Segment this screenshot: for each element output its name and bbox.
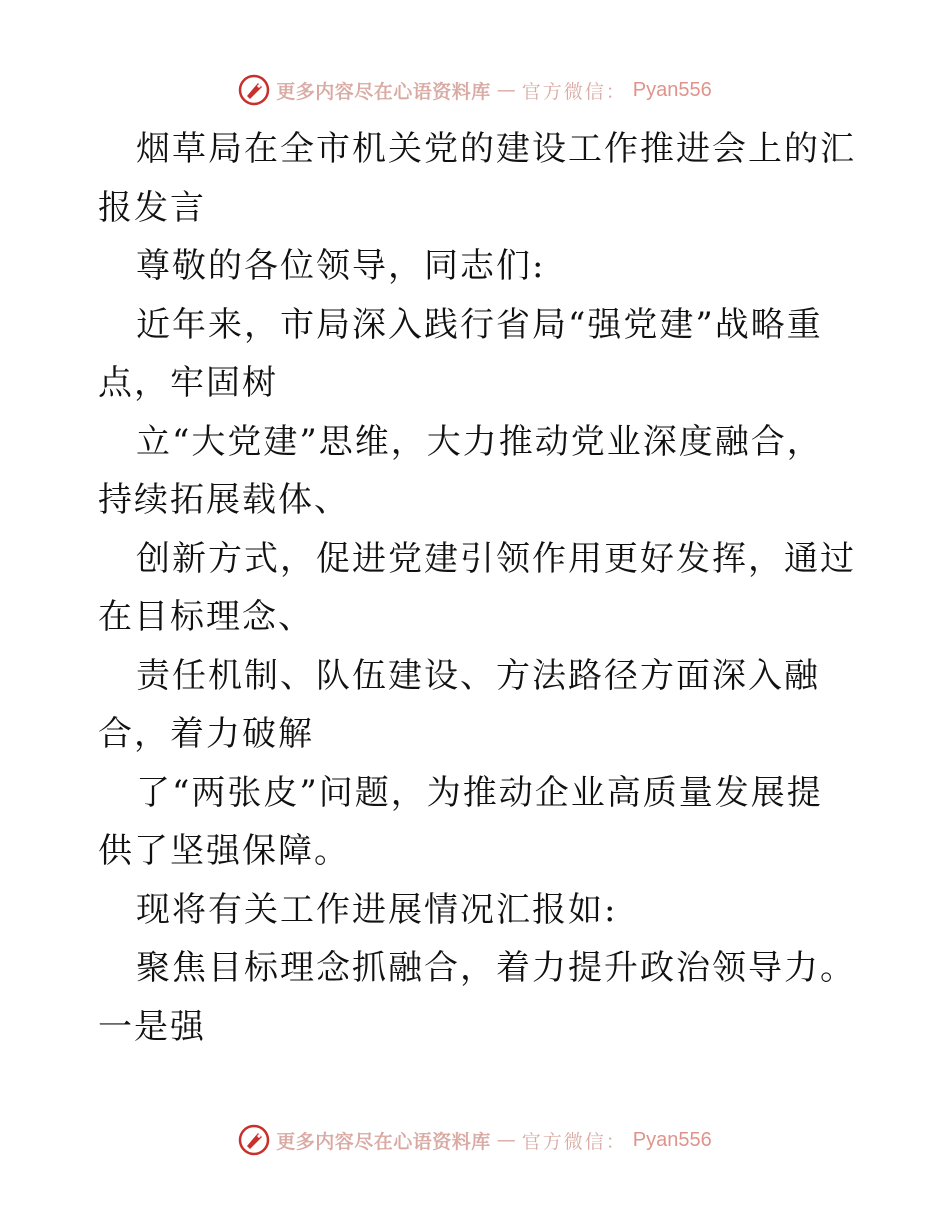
watermark-wechat-label: 官方微信： [521, 80, 627, 103]
salutation: 尊敬的各位领导，同志们: [136, 246, 546, 286]
watermark-separator: — [496, 1129, 516, 1151]
document-title: 烟草局在全市机关党的建设工作推进会上的汇报发言 [98, 129, 856, 228]
body-paragraph: 责任机制、队伍建设、方法路径方面深入融合，着力破解 [98, 655, 820, 754]
watermark-separator: — [496, 79, 516, 101]
body-paragraph: 现将有关工作进展情况汇报如: [136, 889, 618, 930]
watermark-wechat-id: Pyan556 [632, 78, 712, 101]
body-paragraph: 近年来，市局深入践行省局“强党建”战略重点，牢固树 [98, 304, 823, 403]
body-paragraph: 立“大党建”思维，大力推动党业深度融合，持续拓展载体、 [98, 421, 823, 520]
body-paragraph: 创新方式，促进党建引领作用更好发挥，通过在目标理念、 [98, 538, 856, 637]
footer-watermark [0, 1120, 950, 1160]
body-paragraph: 了“两张皮”问题，为推动企业高质量发展提供了坚强保障。 [98, 772, 823, 871]
document-body [98, 120, 858, 1056]
pen-nib-logo-icon [238, 1124, 270, 1156]
pen-nib-logo-icon [238, 74, 270, 106]
header-watermark [0, 70, 950, 110]
watermark-wechat-label: 官方微信： [521, 1130, 627, 1153]
body-paragraph: 聚焦目标理念抓融合，着力提升政治领导力。一是强 [98, 948, 856, 1047]
watermark-text: 更多内容尽在心语资料库 [276, 1130, 491, 1153]
watermark-wechat-id: Pyan556 [632, 1128, 712, 1151]
watermark-text: 更多内容尽在心语资料库 [276, 80, 491, 103]
